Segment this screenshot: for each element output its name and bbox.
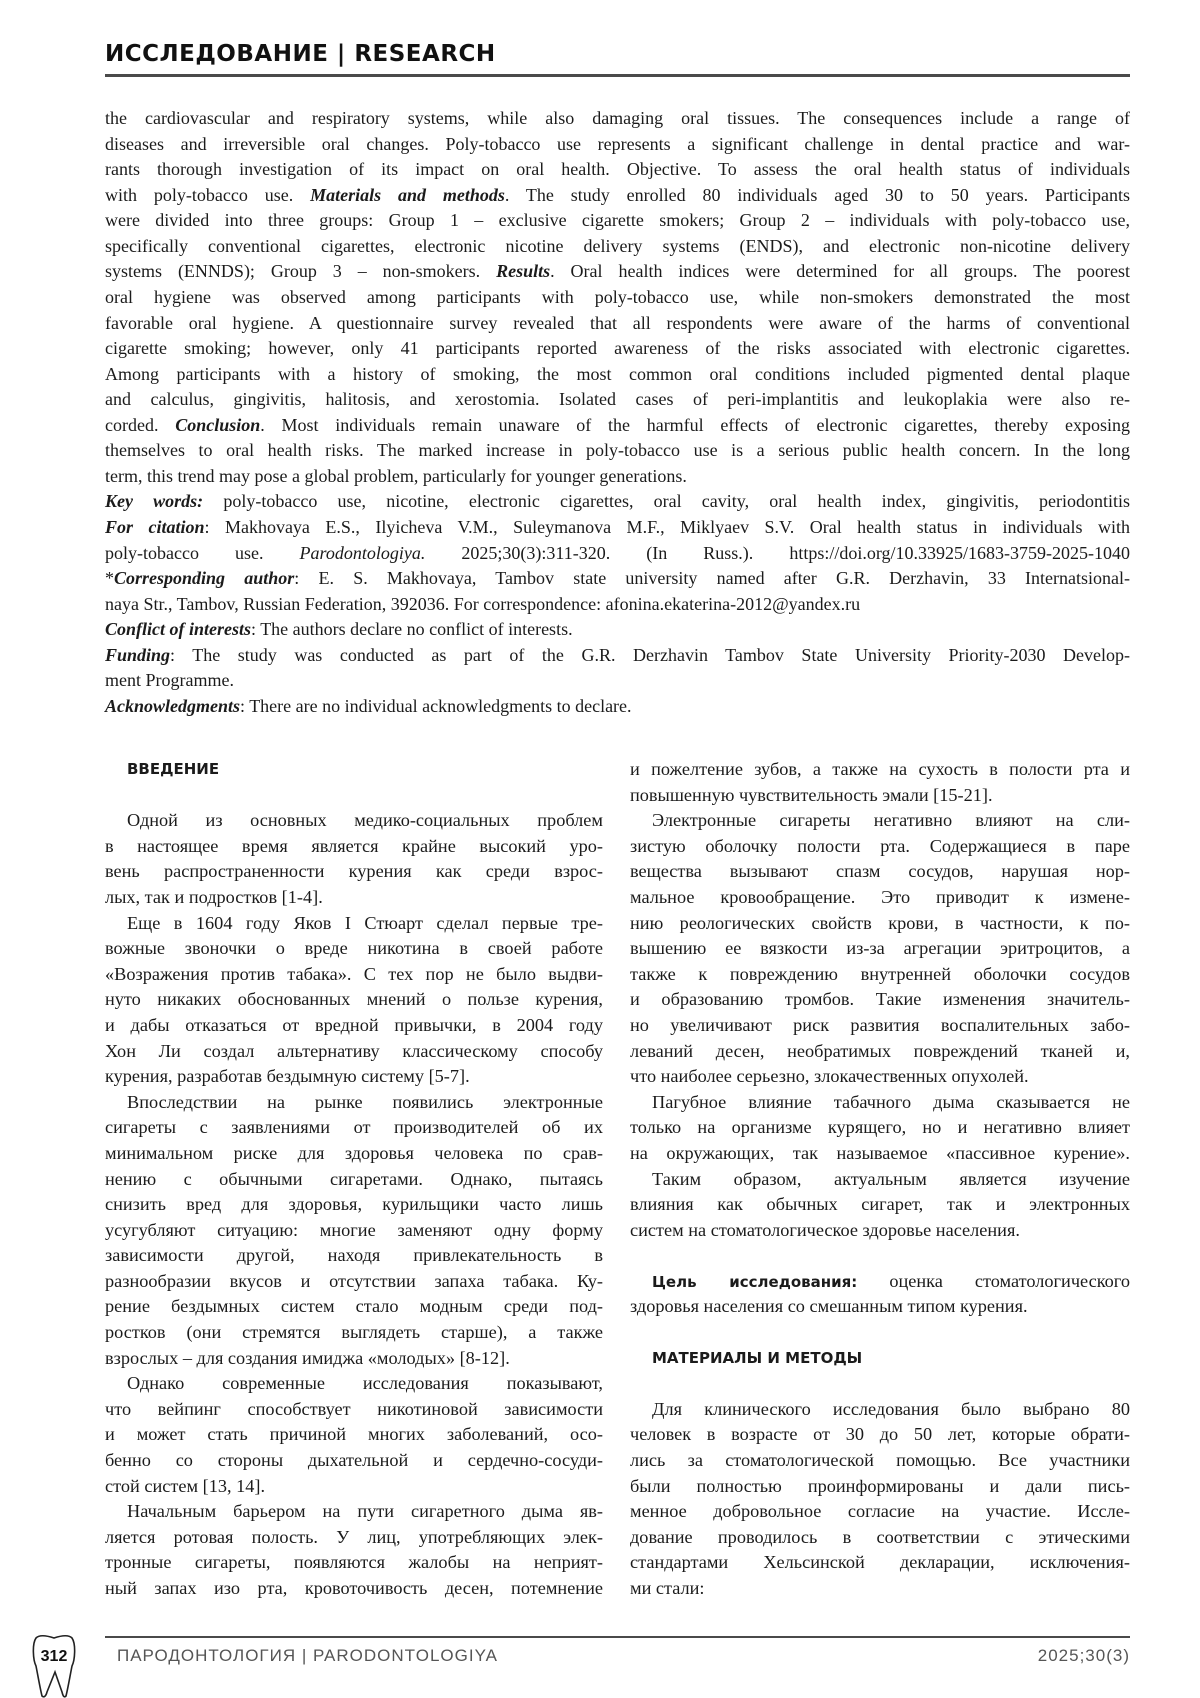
- funding-label: Funding: [105, 645, 170, 665]
- body-line: и дабы отказаться от вредной привычки, в 2004 году: [105, 1013, 603, 1039]
- text: corded.: [105, 415, 175, 435]
- study-aim: здоровья населения со смешанным типом курения.: [630, 1294, 1130, 1320]
- acknowledgments-text: : There are no individual acknowledgments to declare.: [240, 696, 632, 716]
- abstract-line: and calculus, gingivitis, halitosis, and xerostomia. Isolated cases of peri-implantitis and leukoplakia were also re-: [105, 387, 1130, 413]
- body-line: дование проводилось в соответствии с этическими: [630, 1525, 1130, 1551]
- body-line: вышению ее вязкости из-за агрегации эритроцитов, а: [630, 936, 1130, 962]
- keywords-label: Key words:: [105, 491, 203, 511]
- citation-text: poly-tobacco use.: [105, 543, 300, 563]
- conflict-of-interests: [105, 617, 1130, 643]
- corresponding-author: naya Str., Tambov, Russian Federation, 392036. For correspondence: afonina.ekaterina-2012@yandex.ru: [105, 592, 1130, 618]
- conflict-label: Conflict of interests: [105, 619, 251, 639]
- text: . Most individuals remain unaware of the harmful effects of electronic cigarettes, thereby exposing: [260, 415, 1130, 435]
- body-line: и пожелтение зубов, а также на сухость в полости рта и: [630, 757, 1130, 783]
- page-number: 312: [30, 1648, 78, 1666]
- corresponding-label: Corresponding author: [114, 568, 294, 588]
- journal-name: Parodontologiya.: [300, 543, 426, 563]
- abstract-line: Among participants with a history of smoking, the most common oral conditions included pigmented dental plaque: [105, 362, 1130, 388]
- body-line: были полностью проинформированы и дали пись-: [630, 1474, 1130, 1500]
- body-line: но увеличивают риск развития воспалительных забо-: [630, 1013, 1130, 1039]
- body-line: ный запах изо рта, кровоточивость десен, потемнение: [105, 1576, 603, 1602]
- body-line: разнообразии вкусов и отсутствии запаха табака. Ку-: [105, 1269, 603, 1295]
- body-line: Однако современные исследования показывают,: [105, 1371, 603, 1397]
- study-aim: [630, 1269, 1130, 1295]
- body-line: что наиболее серьезно, злокачественных опухолей.: [630, 1064, 1130, 1090]
- body-line: вещества вызывают спазм сосудов, нарушая нор-: [630, 859, 1130, 885]
- body-line: стой систем [13, 14].: [105, 1474, 603, 1500]
- body-line: рение бездымных систем стало модным среди под-: [105, 1294, 603, 1320]
- body-line: бенно со стороны дыхательной и сердечно-сосуди-: [105, 1448, 603, 1474]
- abstract-line: term, this trend may pose a global problem, particularly for younger generations.: [105, 464, 1130, 490]
- body-line: снизить вред для здоровья, курильщики часто лишь: [105, 1192, 603, 1218]
- body-line: Начальным барьером на пути сигаретного дыма яв-: [105, 1499, 603, 1525]
- body-line: зистую оболочку полости рта. Содержащиеся в паре: [630, 834, 1130, 860]
- citation: [105, 541, 1130, 567]
- body-line: нению с обычными сигаретами. Однако, пытаясь: [105, 1167, 603, 1193]
- body-line: только на организме курящего, но и негативно влияет: [630, 1115, 1130, 1141]
- issue-number: 2025;30(3): [1038, 1646, 1130, 1666]
- body-line: вожные звоночки о вреде никотина в своей работе: [105, 936, 603, 962]
- body-line: Хон Ли создал альтернативу классическому способу: [105, 1039, 603, 1065]
- section-header: ИССЛЕДОВАНИЕ | RESEARCH: [105, 41, 496, 67]
- body-line: «Возражения против табака». С тех пор не было выдви-: [105, 962, 603, 988]
- body-line: человек в возрасте от 30 до 50 лет, которые обрати-: [630, 1422, 1130, 1448]
- abstract-line: diseases and irreversible oral changes. Poly-tobacco use represents a significant challenge in dental practice and war-: [105, 132, 1130, 158]
- corresponding-author: [105, 566, 1130, 592]
- abstract-line: the cardiovascular and respiratory systems, while also damaging oral tissues. The consequences include a range of: [105, 106, 1130, 132]
- funding: [105, 643, 1130, 669]
- body-line: взрослых – для создания имиджа «молодых» [8-12].: [105, 1346, 603, 1372]
- body-line: влияния как обычных сигарет, так и электронных: [630, 1192, 1130, 1218]
- abstract-line: cigarette smoking; however, only 41 participants reported awareness of the risks associated with electronic cigarettes.: [105, 336, 1130, 362]
- left-column: [105, 757, 603, 1602]
- body-line: минимальном риске для здоровья человека по срав-: [105, 1141, 603, 1167]
- abstract-line: [105, 413, 1130, 439]
- body-line: Впоследствии на рынке появились электронные: [105, 1090, 603, 1116]
- abstract-line: rants thorough investigation of its impact on oral health. Objective. To assess the oral health status of individuals: [105, 157, 1130, 183]
- journal-name-footer: ПАРОДОНТОЛОГИЯ | PARODONTOLOGIYA: [117, 1646, 498, 1666]
- abstract-line: themselves to oral health risks. The marked increase in poly-tobacco use is a serious public health concern. In the long: [105, 438, 1130, 464]
- abstract-line: specifically conventional cigarettes, electronic nicotine delivery systems (ENDS), and electronic non-nicotine delivery: [105, 234, 1130, 260]
- results-label: Results: [496, 261, 550, 281]
- abstract-line: favorable oral hygiene. A questionnaire survey revealed that all respondents were aware of the harms of conventional: [105, 311, 1130, 337]
- abstract-line: [105, 183, 1130, 209]
- body-line: на окружающих, так называемое «пассивное курение».: [630, 1141, 1130, 1167]
- text: with poly-tobacco use.: [105, 185, 310, 205]
- funding: ment Programme.: [105, 668, 1130, 694]
- text: systems (ENNDS); Group 3 – non-smokers.: [105, 261, 496, 281]
- study-aim-text: оценка стоматологического: [857, 1271, 1130, 1291]
- section-heading-materials-methods: МАТЕРИАЛЫ И МЕТОДЫ: [630, 1346, 1130, 1372]
- body-line: и может стать причиной многих заболеваний, осо-: [105, 1422, 603, 1448]
- citation: [105, 515, 1130, 541]
- body-line: ляется ротовая полость. У лиц, употребляющих элек-: [105, 1525, 603, 1551]
- body-line: что вейпинг способствует никотиновой зависимости: [105, 1397, 603, 1423]
- body-line: Одной из основных медико-социальных проблем: [105, 808, 603, 834]
- body-line: и образованию тромбов. Такие изменения значитель-: [630, 987, 1130, 1013]
- right-column: [630, 757, 1130, 1602]
- header-divider: [105, 74, 1130, 77]
- english-abstract: [105, 106, 1130, 720]
- body-line: лись за стоматологической помощью. Все участники: [630, 1448, 1130, 1474]
- abstract-line: oral hygiene was observed among participants with poly-tobacco use, while non-smokers demonstrated the most: [105, 285, 1130, 311]
- body-line: тронные сигареты, появляются жалобы на неприят-: [105, 1550, 603, 1576]
- abstract-line: [105, 259, 1130, 285]
- body-line: усугубляют ситуацию: многие заменяют одну форму: [105, 1218, 603, 1244]
- body-line: нию реологических свойств крови, в частности, к по-: [630, 911, 1130, 937]
- acknowledgments-label: Acknowledgments: [105, 696, 240, 716]
- body-line: ростков (они стремятся выглядеть старше), а также: [105, 1320, 603, 1346]
- body-line: Таким образом, актуальным является изучение: [630, 1167, 1130, 1193]
- body-line: сигареты с заявлениями от производителей об их: [105, 1115, 603, 1141]
- body-line: стандартами Хельсинской декларации, исключения-: [630, 1550, 1130, 1576]
- body-line: вень распространенности курения как среди взрос-: [105, 859, 603, 885]
- body-line: нуто никаких обоснованных мнений о пользе курения,: [105, 987, 603, 1013]
- body-line: в настоящее время является крайне высокий уро-: [105, 834, 603, 860]
- citation-label: For citation: [105, 517, 204, 537]
- body-line: Пагубное влияние табачного дыма сказывается не: [630, 1090, 1130, 1116]
- corresponding-text: : E. S. Makhovaya, Tambov state university named after G.R. Derzhavin, 33 Internatsional-: [294, 568, 1130, 588]
- conclusion-label: Conclusion: [175, 415, 260, 435]
- keywords-text: poly-tobacco use, nicotine, electronic cigarettes, oral cavity, oral health index, gingivitis, periodontitis: [203, 491, 1130, 511]
- abstract-line: were divided into three groups: Group 1 – exclusive cigarette smokers; Group 2 – individuals with poly-tobacco use,: [105, 208, 1130, 234]
- section-heading-introduction: ВВЕДЕНИЕ: [105, 757, 603, 783]
- conflict-text: : The authors declare no conflict of interests.: [251, 619, 573, 639]
- body-line: зависимости другой, находя привлекательность в: [105, 1243, 603, 1269]
- body-line: мальное кровообращение. Это приводит к измене-: [630, 885, 1130, 911]
- acknowledgments: [105, 694, 1130, 720]
- materials-methods-label: Materials and methods: [310, 185, 505, 205]
- keywords: [105, 489, 1130, 515]
- citation-doi[interactable]: 2025;30(3):311-320. (In Russ.). https://doi.org/10.33925/1683-3759-2025-1040: [425, 543, 1130, 563]
- study-aim-label: Цель исследования:: [652, 1273, 857, 1291]
- body-line: менное добровольное согласие на участие. Иссле-: [630, 1499, 1130, 1525]
- body-line: Электронные сигареты негативно влияют на сли-: [630, 808, 1130, 834]
- funding-text: : The study was conducted as part of the G.R. Derzhavin Tambov State University Priority-2030 Develop-: [170, 645, 1130, 665]
- body-line: лых, так и подростков [1-4].: [105, 885, 603, 911]
- text: . Oral health indices were determined for all groups. The poorest: [550, 261, 1130, 281]
- body-line: леваний десен, необратимых повреждений тканей и,: [630, 1039, 1130, 1065]
- body-line: повышенную чувствительность эмали [15-21].: [630, 783, 1130, 809]
- body-line: систем на стоматологическое здоровье населения.: [630, 1218, 1130, 1244]
- asterisk: *: [105, 568, 114, 588]
- body-line: также к повреждению внутренней оболочки сосудов: [630, 962, 1130, 988]
- body-line: Еще в 1604 году Яков I Стюарт сделал первые тре-: [105, 911, 603, 937]
- body-line: курения, разработав бездымную систему [5-7].: [105, 1064, 603, 1090]
- body-line: ми стали:: [630, 1576, 1130, 1602]
- footer-divider: [105, 1636, 1130, 1638]
- citation-text: : Makhovaya E.S., Ilyicheva V.M., Suleymanova M.F., Miklyaev S.V. Oral health status in individuals with: [204, 517, 1130, 537]
- body-line: Для клинического исследования было выбрано 80: [630, 1397, 1130, 1423]
- text: . The study enrolled 80 individuals aged 30 to 50 years. Participants: [505, 185, 1130, 205]
